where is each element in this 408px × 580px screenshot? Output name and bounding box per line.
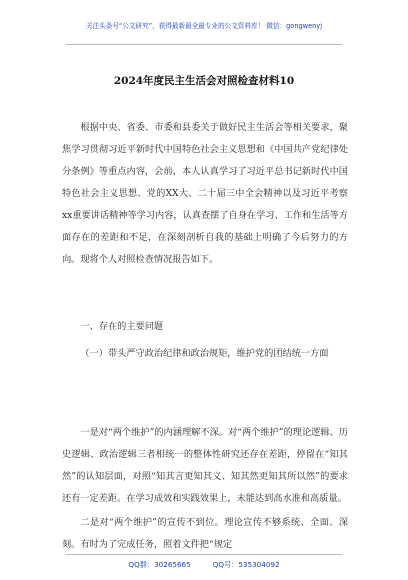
document-title: 2024年度民主生活会对照检查材料10 <box>113 75 295 87</box>
paragraph-point-two: 二是对“两个维护”的宣传不到位。理论宣传不够系统、全面、深刻。有时为了完成任务，照着文件把“规定 <box>62 517 348 550</box>
body-block-point-one <box>62 422 348 510</box>
footer-divider <box>66 554 342 555</box>
header-promo-text: 关注头条号“公文研究”，获得最新最全最专业的公文资料库！ 微信：gongwenyj <box>85 22 323 30</box>
footer-contact <box>0 560 408 570</box>
paragraph-intro: 根据中央、省委、市委和县委关于做好民主生活会等相关要求，聚焦学习贯彻习近平新时代中国特色社会主义思想和《中国共产党纪律处分条例》等重点内容，会前，本人认真学习了习近平总书记新时代中国特色社会主义思想、党的XX大、二十届三中全会精神以及习近平考察xx重要讲话精神等学习内容，认真查摆了自身在学习、工作和生活等方面存在的差距和不足，在深刻剖析自我的基础上明确了今后努力的方向。现将个人对照检查情况报告如下。 <box>62 122 348 265</box>
section-heading: 一、存在的主要问题 <box>80 321 164 332</box>
body-block-subsection-heading <box>62 343 348 365</box>
body-block-section-heading <box>62 316 348 338</box>
subsection-heading: （一）带头严守政治纪律和政治规矩，维护党的团结统一方面 <box>80 348 329 359</box>
footer-qq-number: QQ号：535304092 <box>212 560 280 569</box>
footer-qq-group: QQ群：30265665 <box>128 560 191 569</box>
body-block-point-two <box>62 512 348 556</box>
body-block-intro <box>62 117 348 271</box>
paragraph-point-one: 一是对“两个维护”的内涵理解不深。对“两个维护”的理论逻辑、历史逻辑、政治逻辑三者相统一的整体性研究还存在差距，停留在“知其然”的认知层面，对照“知其言更知其义、知其然更知其所以然”的要求还有一定差距。在学习成效和实践效果上，未能达到高水准和高质量。 <box>62 427 348 504</box>
header-divider <box>66 44 342 45</box>
